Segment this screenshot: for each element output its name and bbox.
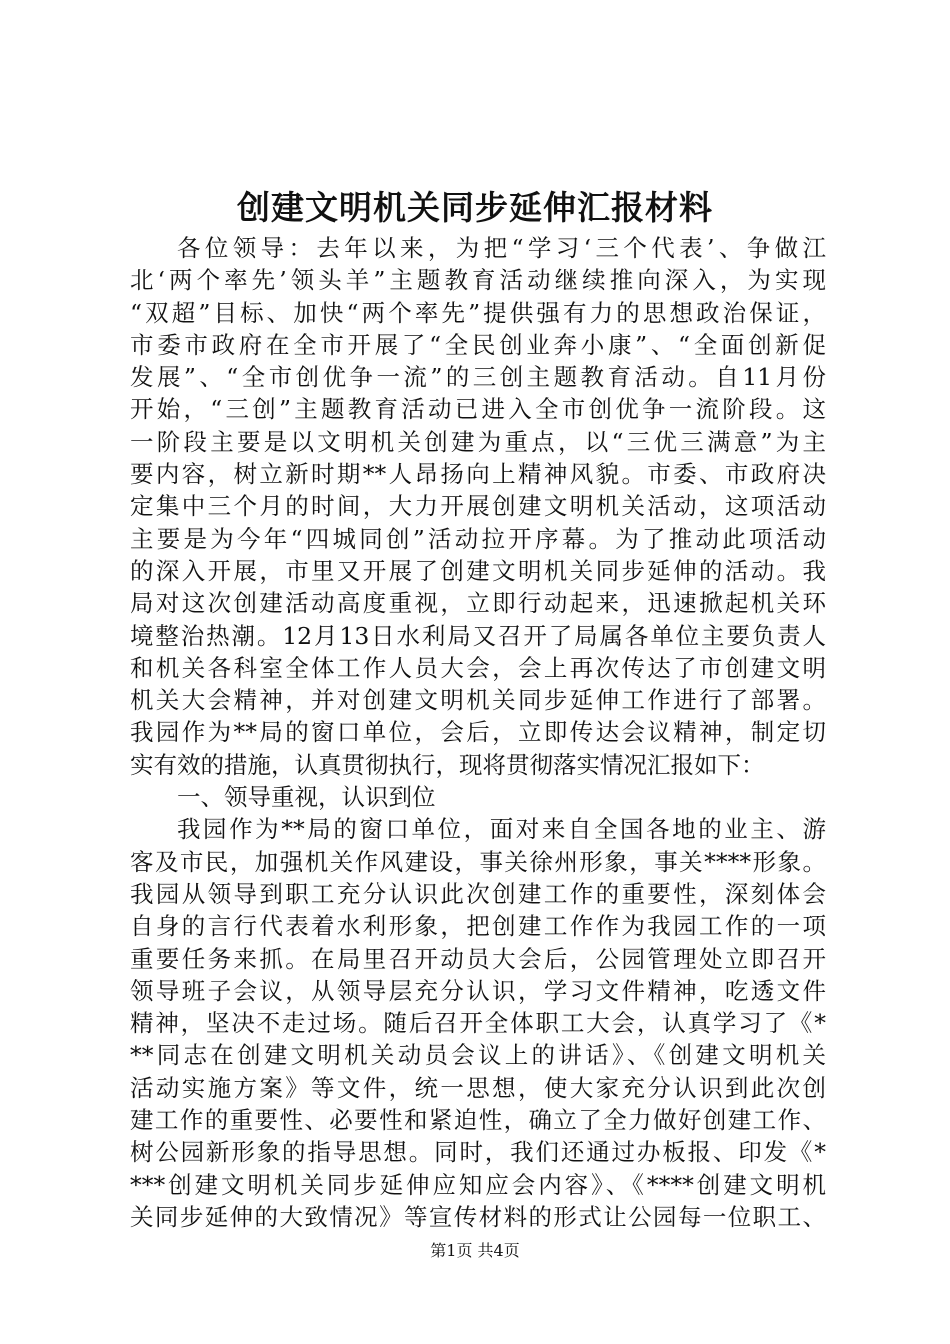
document-body: [130, 232, 826, 1233]
body-line: **同志在创建文明机关动员会议上的讲话》、《创建文明机关: [130, 1041, 826, 1070]
body-line: 各位领导：去年以来，为把“学习‘三个代表’、争做江: [177, 234, 826, 262]
body-line: 局对这次创建活动高度重视，立即行动起来，迅速掀起机关环: [130, 589, 826, 618]
body-line: “双超”目标、加快“两个率先”提供强有力的思想政治保证，: [130, 298, 826, 327]
body-line: 我园从领导到职工充分认识此次创建工作的重要性，深刻体会: [130, 879, 826, 908]
body-line: 机关大会精神，并对创建文明机关同步延伸工作进行了部署。: [130, 686, 826, 715]
body-line: 一阶段主要是以文明机关创建为重点，以“三优三满意”为主: [130, 427, 826, 456]
body-line: 境整治热潮。12月13日水利局又召开了局属各单位主要负责人: [130, 621, 826, 650]
body-line: 实有效的措施，认真贯彻执行，现将贯彻落实情况汇报如下：: [130, 750, 765, 779]
body-line: 我园作为**局的窗口单位，面对来自全国各地的业主、游: [177, 815, 826, 844]
body-line: 开始，“三创”主题教育活动已进入全市创优争一流阶段。这: [130, 395, 826, 424]
body-line: 定集中三个月的时间，大力开展创建文明机关活动，这项活动: [130, 492, 826, 521]
body-line: 要内容，树立新时期**人昂扬向上精神风貌。市委、市政府决: [130, 460, 826, 489]
body-line: 市委市政府在全市开展了“全民创业奔小康”、“全面创新促: [130, 330, 826, 359]
body-line: 发展”、“全市创优争一流”的三创主题教育活动。自11月份: [130, 363, 826, 392]
body-line: 关同步延伸的大致情况》等宣传材料的形式让公园每一位职工、: [130, 1202, 826, 1231]
body-line: 自身的言行代表着水利形象，把创建工作作为我园工作的一项: [130, 912, 826, 941]
body-line: 主要是为今年“四城同创”活动拉开序幕。为了推动此项活动: [130, 524, 826, 553]
body-line: 建工作的重要性、必要性和紧迫性，确立了全力做好创建工作、: [130, 1106, 826, 1135]
body-line: 重要任务来抓。在局里召开动员大会后，公园管理处立即召开: [130, 944, 826, 973]
body-line: 北‘两个率先’领头羊”主题教育活动继续推向深入，为实现: [130, 266, 826, 295]
section-heading: 一、领导重视，认识到位: [177, 783, 436, 812]
body-line: 和机关各科室全体工作人员大会，会上再次传达了市创建文明: [130, 653, 826, 682]
body-line: 我园作为**局的窗口单位，会后，立即传达会议精神，制定切: [130, 718, 826, 747]
document-title: 创建文明机关同步延伸汇报材料: [237, 188, 713, 227]
page-footer: 第1页 共4页: [430, 1241, 520, 1260]
body-line: 活动实施方案》等文件，统一思想，使大家充分认识到此次创: [130, 1073, 826, 1102]
body-line: 客及市民，加强机关作风建设，事关徐州形象，事关****形象。: [130, 847, 826, 876]
body-line: 树公园新形象的指导思想。同时，我们还通过办板报、印发《*: [130, 1138, 826, 1167]
body-line: 的深入开展，市里又开展了创建文明机关同步延伸的活动。我: [130, 556, 826, 585]
body-line: ***创建文明机关同步延伸应知应会内容》、《****创建文明机: [130, 1170, 826, 1199]
body-line: 领导班子会议，从领导层充分认识，学习文件精神，吃透文件: [130, 976, 826, 1005]
body-line: 精神，坚决不走过场。随后召开全体职工大会，认真学习了《*: [130, 1009, 826, 1038]
